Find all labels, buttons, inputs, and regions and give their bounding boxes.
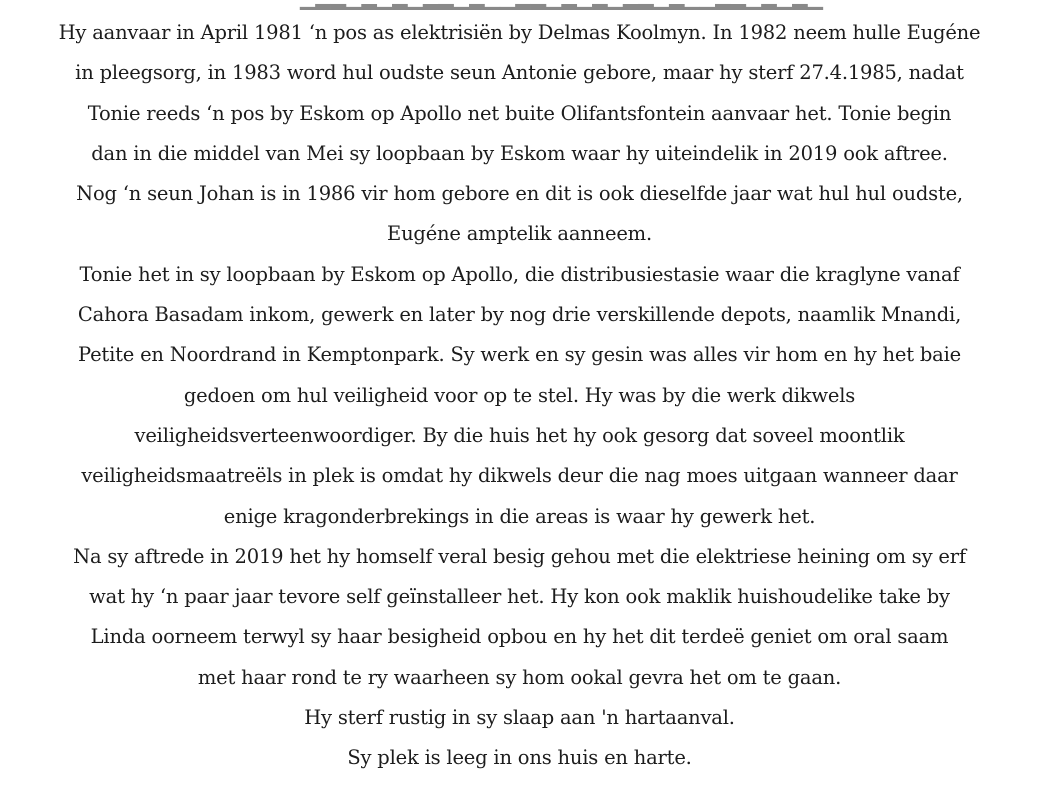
text-line: Sy plek is leeg in ons huis en harte.	[347, 746, 692, 770]
text-line: in pleegsorg, in 1983 word hul oudste seun Antonie gebore, maar hy sterf 27.4.1985, nadat	[75, 61, 964, 85]
text-line: dan in die middel van Mei sy loopbaan by Eskom waar hy uiteindelik in 2019 ook aftree.	[91, 141, 948, 165]
text-line: Eugéne amptelik aanneem.	[387, 222, 652, 246]
text-line: Cahora Basadam inkom, gewerk en later by nog drie verskillende depots, naamlik Mnandi,	[77, 303, 962, 327]
text-line: met haar rond te ry waarheen sy hom ookal gevra het om te gaan.	[197, 665, 842, 689]
memorial-text	[20, 19, 1019, 785]
text-line: veiligheidsmaatreëls in plek is omdat hy dikwels deur die nag moes uitgaan wanneer daar	[81, 464, 958, 488]
text-line: gedoen om hul veiligheid voor op te stel. Hy was by die werk dikwels	[183, 383, 856, 407]
text-line: Petite en Noordrand in Kemptonpark. Sy werk en sy gesin was alles vir hom en hy het baie	[78, 343, 961, 367]
text-line: enige kragonderbrekings in die areas is waar hy gewerk het.	[223, 504, 816, 528]
text-line: Linda oorneem terwyl sy haar besigheid opbou en hy het dit terdeë geniet om oral saam	[90, 625, 949, 649]
cropped-top-line	[300, 0, 760, 5]
text-line: Hy aanvaar in April 1981 ‘n pos as elektrisiën by Delmas Koolmyn. In 1982 neem hulle Eugéne	[58, 21, 981, 44]
text-line: wat hy ‘n paar jaar tevore self geïnstalleer het. Hy kon ook maklik huishoudelike take by	[89, 585, 950, 609]
text-line: veiligheidsverteenwoordiger. By die huis het hy ook gesorg dat soveel moontlik	[134, 423, 905, 447]
text-line: Tonie het in sy loopbaan by Eskom op Apollo, die distribusiestasie waar die kraglyne vanaf	[79, 262, 960, 286]
text-line: Nog ‘n seun Johan is in 1986 vir hom gebore en dit is ook dieselfde jaar wat hul hul oudste,	[76, 182, 963, 206]
text-line: Na sy aftrede in 2019 het hy homself veral besig gehou met die elektriese heining om sy erf	[73, 544, 966, 568]
text-line: Tonie reeds ‘n pos by Eskom op Apollo net buite Olifantsfontein aanvaar het. Tonie begin	[87, 101, 952, 125]
text-line: Hy sterf rustig in sy slaap aan 'n hartaanval.	[304, 706, 735, 730]
